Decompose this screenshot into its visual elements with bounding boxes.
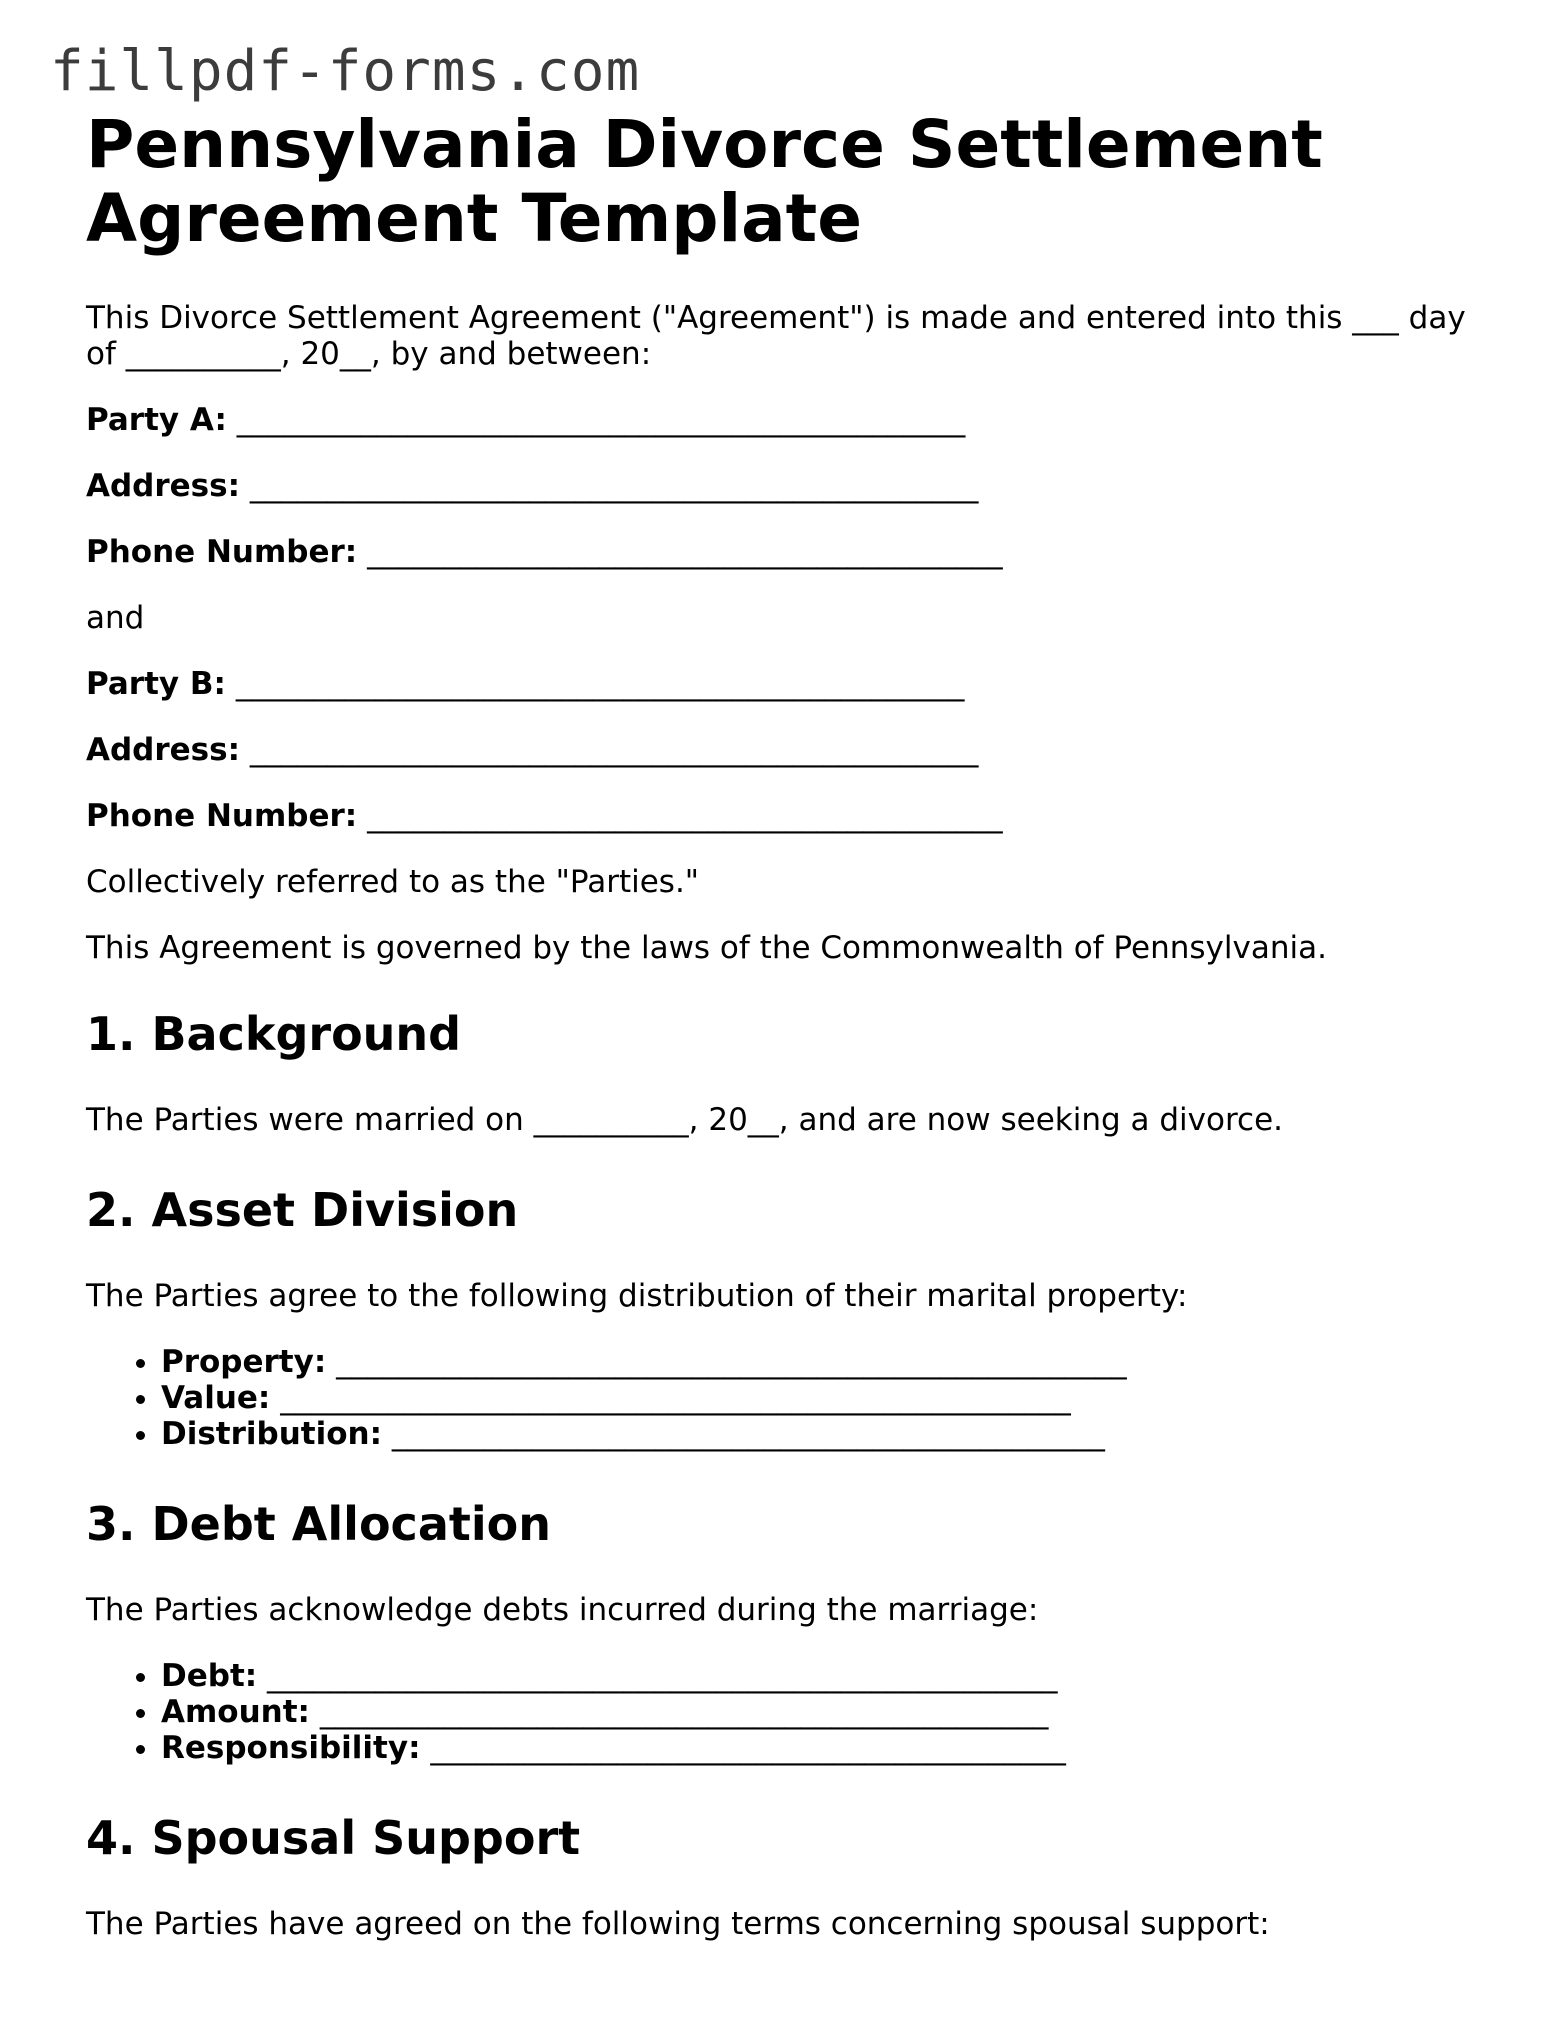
party-a-name-label: Party A:	[86, 402, 227, 438]
party-a-address-label: Address:	[86, 468, 240, 504]
party-a-phone-label: Phone Number:	[86, 534, 358, 570]
party-b-address-field[interactable]	[86, 732, 1486, 768]
connector-text: and	[86, 600, 145, 636]
party-b-address-label: Address:	[86, 732, 240, 768]
party-a-address-blank[interactable]: _______________________________________________	[249, 468, 979, 504]
section-assets-text: The Parties agree to the following distribution of their marital property:	[86, 1278, 1188, 1314]
party-a-address-field[interactable]	[86, 468, 1486, 504]
debt-responsibility-item[interactable]	[161, 1730, 1486, 1766]
party-b-phone-field[interactable]	[86, 798, 1486, 834]
section-background-heading: 1. Background	[86, 1007, 462, 1061]
party-a-phone-field[interactable]	[86, 534, 1486, 570]
asset-distribution-label: Distribution:	[161, 1416, 383, 1452]
asset-value-blank[interactable]: ___________________________________________________	[280, 1380, 1071, 1416]
document-title: Pennsylvania Divorce Settlement Agreement Template	[86, 106, 1323, 257]
debt-label: Debt:	[161, 1658, 258, 1694]
asset-value-item[interactable]	[161, 1380, 1486, 1416]
party-b-name-blank[interactable]: _______________________________________________	[235, 666, 965, 702]
section-support-text: The Parties have agreed on the following terms concerning spousal support:	[86, 1906, 1270, 1942]
asset-property-blank[interactable]: ___________________________________________________	[336, 1344, 1127, 1380]
debt-responsibility-blank[interactable]: _________________________________________	[430, 1730, 1066, 1766]
asset-list	[86, 1344, 1486, 1452]
section-assets-heading: 2. Asset Division	[86, 1183, 519, 1237]
party-b-phone-label: Phone Number:	[86, 798, 358, 834]
asset-property-label: Property:	[161, 1344, 327, 1380]
document-body	[86, 108, 1486, 1942]
section-debts-text: The Parties acknowledge debts incurred during the marriage:	[86, 1592, 1039, 1628]
asset-property-item[interactable]	[161, 1344, 1486, 1380]
asset-distribution-blank[interactable]: ______________________________________________	[391, 1416, 1105, 1452]
party-a-phone-blank[interactable]: _________________________________________	[367, 534, 1003, 570]
section-debts-heading: 3. Debt Allocation	[86, 1497, 551, 1551]
party-b-name-field[interactable]	[86, 666, 1486, 702]
party-b-address-blank[interactable]: _______________________________________________	[249, 732, 979, 768]
party-a-name-blank[interactable]: _______________________________________________	[236, 402, 966, 438]
party-a-name-field[interactable]	[86, 402, 1486, 438]
debt-item[interactable]	[161, 1658, 1486, 1694]
governing-law-text: This Agreement is governed by the laws of the Commonwealth of Pennsylvania.	[86, 930, 1327, 966]
party-b-phone-blank[interactable]: _________________________________________	[367, 798, 1003, 834]
debt-amount-item[interactable]	[161, 1694, 1486, 1730]
section-support-heading: 4. Spousal Support	[86, 1811, 581, 1865]
debt-list	[86, 1658, 1486, 1766]
collective-text: Collectively referred to as the "Parties."	[86, 864, 700, 900]
section-background-text: The Parties were married on __________, 20__, and are now seeking a divorce.	[86, 1102, 1284, 1138]
asset-value-label: Value:	[161, 1380, 271, 1416]
party-b-name-label: Party B:	[86, 666, 226, 702]
debt-amount-label: Amount:	[161, 1694, 310, 1730]
asset-distribution-item[interactable]	[161, 1416, 1486, 1452]
debt-amount-blank[interactable]: _______________________________________________	[319, 1694, 1049, 1730]
watermark: fillpdf-forms.com	[50, 39, 641, 104]
debt-responsibility-label: Responsibility:	[161, 1730, 421, 1766]
debt-blank[interactable]: ___________________________________________________	[267, 1658, 1058, 1694]
intro-paragraph: This Divorce Settlement Agreement ("Agreement") is made and entered into this ___ day of __________, 20__, by and between:	[86, 300, 1466, 372]
